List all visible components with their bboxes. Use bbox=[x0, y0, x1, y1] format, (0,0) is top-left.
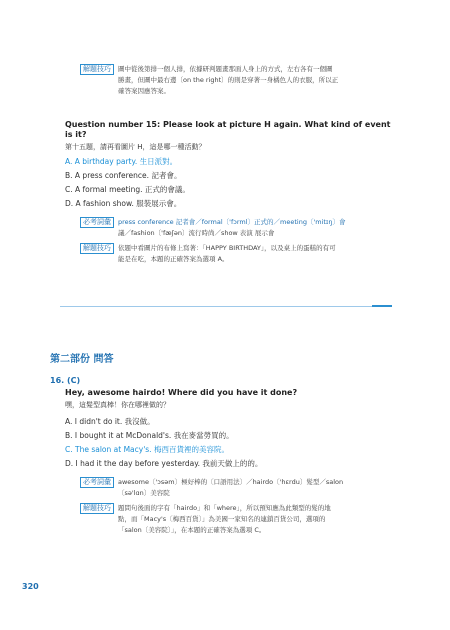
q16-option-d: D. I had it the day before yesterday. 我前天做上的的。 bbox=[65, 459, 263, 468]
question-15-title: Question number 15: Please look at picture H again. What kind of event is it? bbox=[65, 120, 391, 139]
q15-option-d: D. A fashion show. 服裝展示會。 bbox=[65, 199, 182, 208]
question-16-title-zh: 嘿，這髮型真棒！你在哪裡做的？ bbox=[65, 401, 170, 409]
explanation-text: 圖中從後第排一個人排，依據研判題畫那面人身上的方式，左右各有一個圖 勝畫，但圖中最右邊〔on the right〕的則是穿著一身橘色人的衣服，所以正 確答案因應答案。 bbox=[118, 65, 339, 95]
q16-vocab: 必考詞彙 awesome〔'ɔsəm〕極好棒的〔口語用法〕／hairdo〔'hɛrdu〕髮型／salon 〔sə'lɑn〕美容院 bbox=[80, 477, 390, 499]
section-divider-accent bbox=[372, 305, 392, 307]
q16-explanation: 解題技巧 題問句後面的字有「hairdo」和「where」，所以預知應為此類型的髮的地 點，而「Macy's〔梅西百貨〕」為美國一家知名的連鎖百貨公司，選項的 「salon〔美容院〕」，在本題的正確答案為選項 C。 bbox=[80, 503, 390, 536]
explanation-tag: 解題技巧 bbox=[80, 243, 114, 254]
q15-option-c: C. A formal meeting. 正式的會議。 bbox=[65, 185, 190, 194]
page-number: 320 bbox=[22, 582, 39, 591]
q15-explanation: 解題技巧 依題中看圖片的布條上寫著：「HAPPY BIRTHDAY」，以及桌上的蛋糕的有可 能是在吃，本題的正確答案為選項 A。 bbox=[80, 243, 390, 265]
vocab-tag: 必考詞彙 bbox=[80, 217, 114, 228]
q16-option-a: A. I didn't do it. 我沒做。 bbox=[65, 417, 155, 426]
question-16-title: Hey, awesome hairdo! Where did you have it done? bbox=[65, 388, 298, 397]
question-15-title-zh: 第十五題，請再看圖片 H，這是哪一種活動？ bbox=[65, 143, 206, 151]
q16-option-c: C. The salon at Macy's. 梅西百貨裡的美容院。 bbox=[65, 445, 229, 454]
explanation-tag: 解題技巧 bbox=[80, 503, 114, 514]
explanation-tag: 解題技巧 bbox=[80, 64, 114, 75]
vocab-tag: 必考詞彙 bbox=[80, 477, 114, 488]
section-divider bbox=[60, 306, 392, 307]
q15-vocab: 必考詞彙 press conference 記者會／formal〔'fɔrml〕正式的／meeting〔'mitɪŋ〕會 議／fashion〔'fæʃən〕流行時尚／show 表演 展示會 bbox=[80, 217, 390, 239]
q15-option-a: A. A birthday party. 生日派對。 bbox=[65, 157, 178, 166]
q15-option-b: B. A press conference. 記者會。 bbox=[65, 171, 182, 180]
question-16-number: 16. (C) bbox=[50, 376, 81, 385]
top-explanation bbox=[80, 64, 380, 97]
q16-option-b: B. I bought it at McDonald's. 我在麥當勞買的。 bbox=[65, 431, 234, 440]
section-title: 第二部份 問答 bbox=[50, 354, 114, 365]
